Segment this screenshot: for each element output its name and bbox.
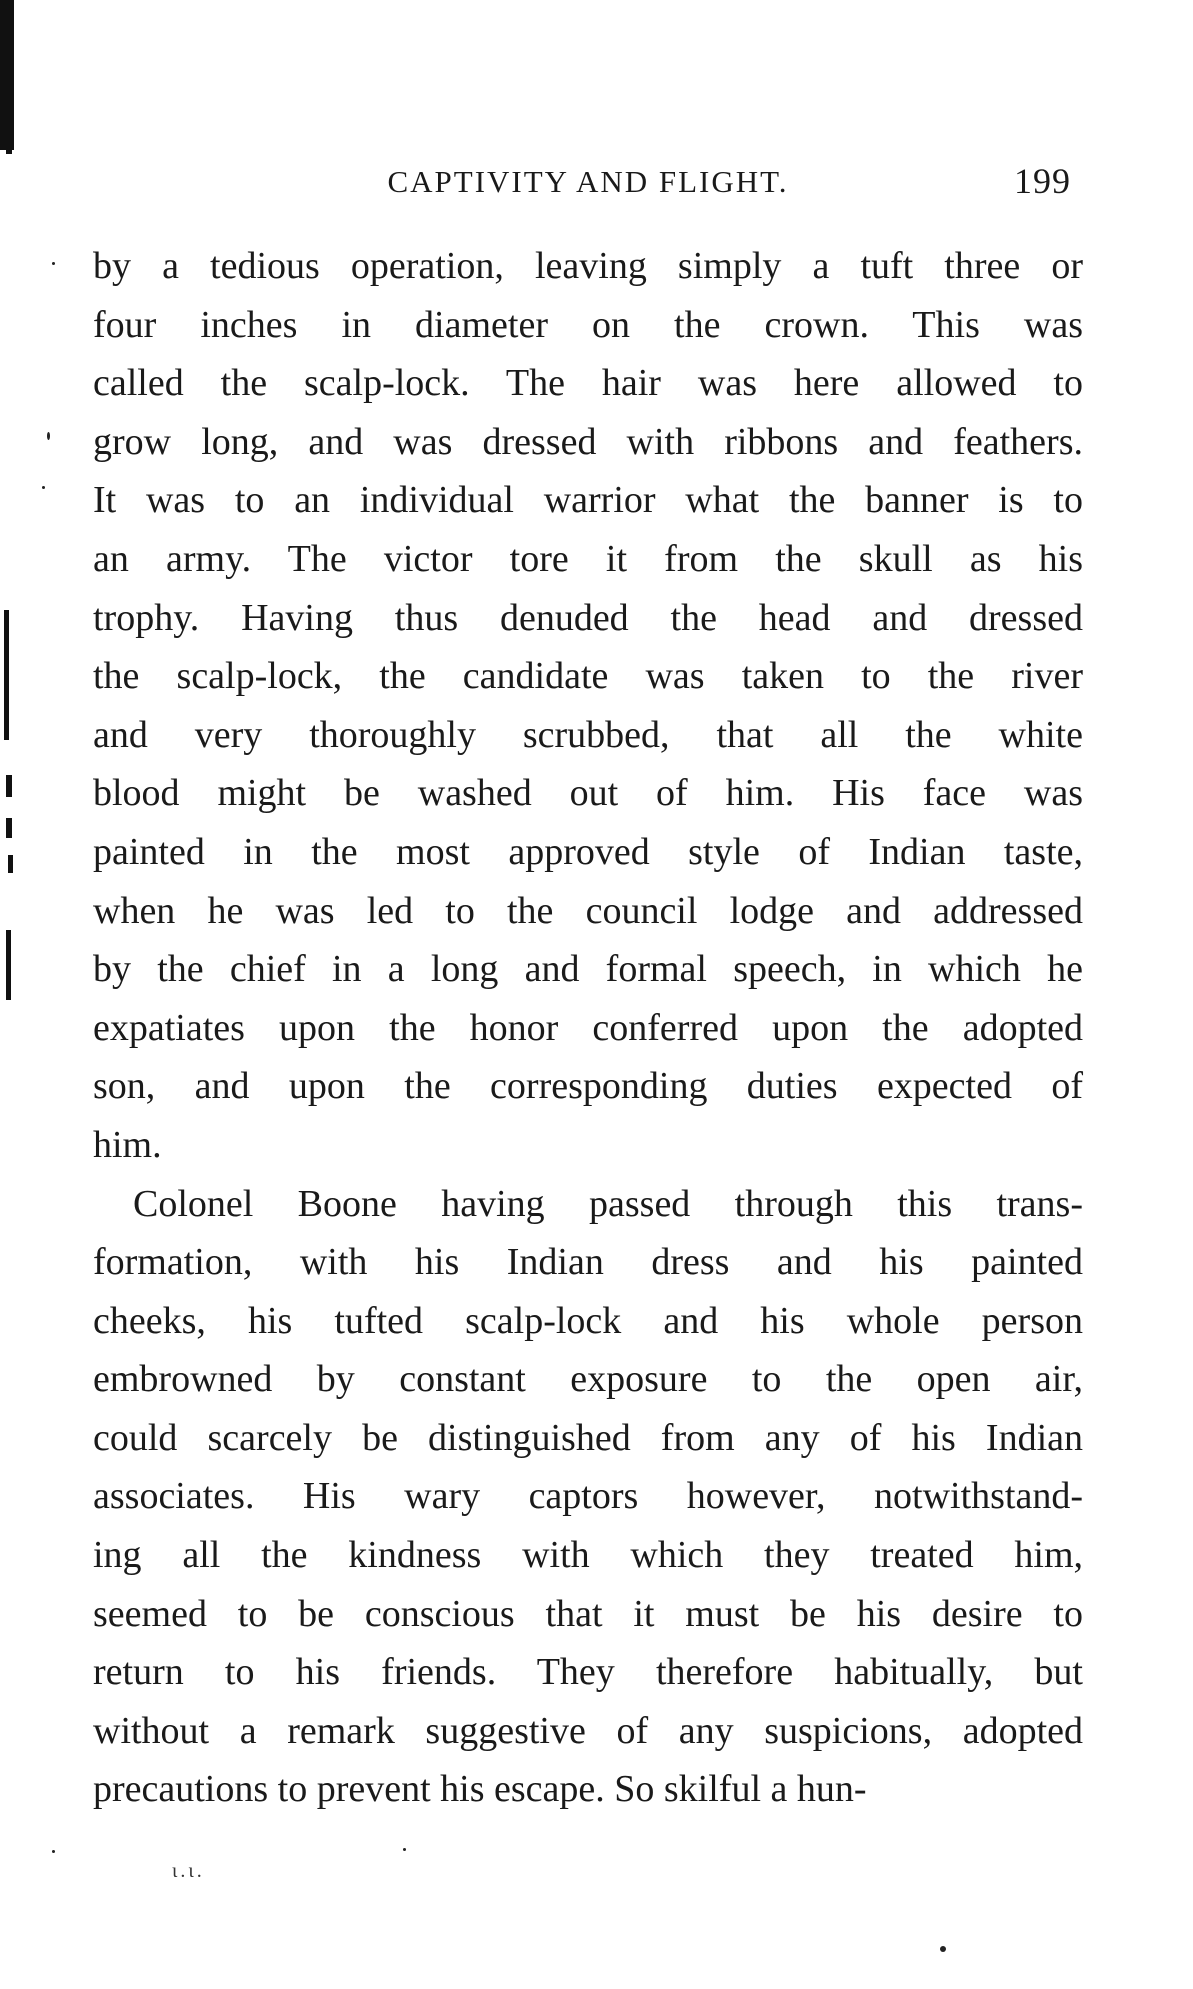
speck: [42, 486, 45, 489]
page-header: [93, 160, 1083, 212]
binding-edge-shadow: [6, 930, 11, 1000]
speck: [403, 1848, 406, 1851]
text-line: an army. The victor tore it from the skull as his: [93, 537, 1083, 580]
text-line: without a remark suggestive of any suspicions, adopted: [93, 1709, 1083, 1752]
binding-edge-fleck: [8, 855, 13, 873]
text-line: four inches in diameter on the crown. This was: [93, 303, 1083, 346]
text-line: cheeks, his tufted scalp-lock and his whole person: [93, 1299, 1083, 1342]
binding-edge-shadow: [4, 610, 9, 740]
body-text: [93, 237, 1083, 1819]
running-head: CAPTIVITY AND FLIGHT.: [387, 164, 789, 199]
text-line: blood might be washed out of him. His face was: [93, 772, 1083, 815]
text-line: grow long, and was dressed with ribbons and feathers.: [93, 420, 1083, 463]
paragraph: [93, 1175, 1083, 1820]
speck: [52, 262, 55, 265]
text-line: return to his friends. They therefore habitually, but: [93, 1651, 1083, 1694]
binding-edge-fleck: [6, 818, 12, 838]
text-line: seemed to be conscious that it must be his desire to: [93, 1592, 1083, 1635]
binding-edge-fleck: [6, 775, 12, 797]
text-line: Colonel Boone having passed through this trans-: [133, 1182, 1083, 1225]
paragraph: [93, 237, 1083, 1175]
binding-edge-shadow: [0, 0, 14, 150]
text-line: called the scalp-lock. The hair was here allowed to: [93, 362, 1083, 405]
speck: [52, 1850, 55, 1853]
text-line: could scarcely be distinguished from any of his Indian: [93, 1416, 1083, 1459]
text-line: and very thoroughly scrubbed, that all the white: [93, 713, 1083, 756]
text-line: painted in the most approved style of Indian taste,: [93, 830, 1083, 873]
text-line: ing all the kindness with which they treated him,: [93, 1534, 1083, 1577]
text-line: formation, with his Indian dress and his painted: [93, 1241, 1083, 1284]
text-line: expatiates upon the honor conferred upon the adopted: [93, 1006, 1083, 1049]
text-line: by a tedious operation, leaving simply a tuft three or: [93, 245, 1083, 287]
page-number: 199: [1014, 161, 1071, 201]
text-line: embrowned by constant exposure to the open air,: [93, 1358, 1083, 1401]
text-line: the scalp-lock, the candidate was taken to the river: [93, 655, 1083, 698]
text-line: when he was led to the council lodge and addressed: [93, 889, 1083, 932]
printer-signature-mark: ι.ι.: [172, 1860, 205, 1882]
text-line: him.: [93, 1123, 162, 1166]
text-line: son, and upon the corresponding duties expected of: [93, 1065, 1083, 1108]
binding-edge-fleck: [6, 150, 12, 154]
text-line: precautions to prevent his escape. So skilful a hun-: [93, 1768, 867, 1811]
text-line: associates. His wary captors however, notwithstand-: [93, 1475, 1083, 1518]
speck: [47, 432, 50, 440]
speck: [940, 1946, 946, 1952]
text-line: by the chief in a long and formal speech, in which he: [93, 948, 1083, 991]
text-line: trophy. Having thus denuded the head and dressed: [93, 596, 1083, 639]
text-line: It was to an individual warrior what the banner is to: [93, 479, 1083, 522]
